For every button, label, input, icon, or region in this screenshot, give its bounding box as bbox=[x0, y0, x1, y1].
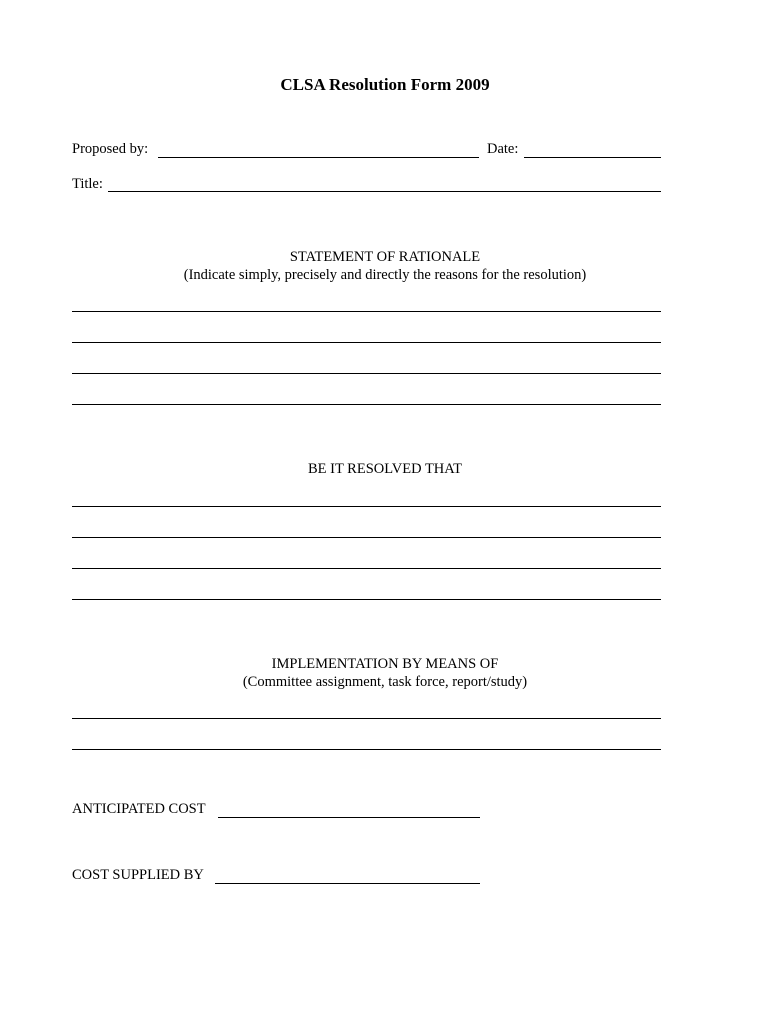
proposed-by-label: Proposed by: bbox=[72, 141, 149, 157]
anticipated-cost-label: ANTICIPATED COST bbox=[72, 801, 206, 817]
anticipated-cost-field[interactable] bbox=[218, 817, 480, 818]
resolved-line-3[interactable] bbox=[72, 568, 661, 569]
proposed-by-field[interactable] bbox=[158, 157, 479, 158]
rationale-heading: STATEMENT OF RATIONALE bbox=[289, 249, 481, 265]
resolved-line-1[interactable] bbox=[72, 506, 661, 507]
rationale-line-3[interactable] bbox=[72, 373, 661, 374]
implementation-heading: IMPLEMENTATION BY MEANS OF bbox=[271, 656, 499, 672]
rationale-instruction: (Indicate simply, precisely and directly the reasons for the resolution) bbox=[183, 267, 587, 283]
cost-supplied-by-label: COST SUPPLIED BY bbox=[72, 867, 204, 883]
title-label: Title: bbox=[72, 176, 103, 192]
title-field[interactable] bbox=[108, 191, 661, 192]
rationale-line-2[interactable] bbox=[72, 342, 661, 343]
form-title: CLSA Resolution Form 2009 bbox=[280, 75, 490, 94]
resolved-line-4[interactable] bbox=[72, 599, 661, 600]
implementation-line-1[interactable] bbox=[72, 718, 661, 719]
cost-supplied-by-field[interactable] bbox=[215, 883, 480, 884]
date-label: Date: bbox=[487, 141, 519, 157]
rationale-line-4[interactable] bbox=[72, 404, 661, 405]
implementation-instruction: (Committee assignment, task force, report/study) bbox=[242, 674, 528, 690]
rationale-line-1[interactable] bbox=[72, 311, 661, 312]
resolved-heading: BE IT RESOLVED THAT bbox=[307, 461, 462, 477]
date-field[interactable] bbox=[524, 157, 661, 158]
resolved-line-2[interactable] bbox=[72, 537, 661, 538]
implementation-line-2[interactable] bbox=[72, 749, 661, 750]
